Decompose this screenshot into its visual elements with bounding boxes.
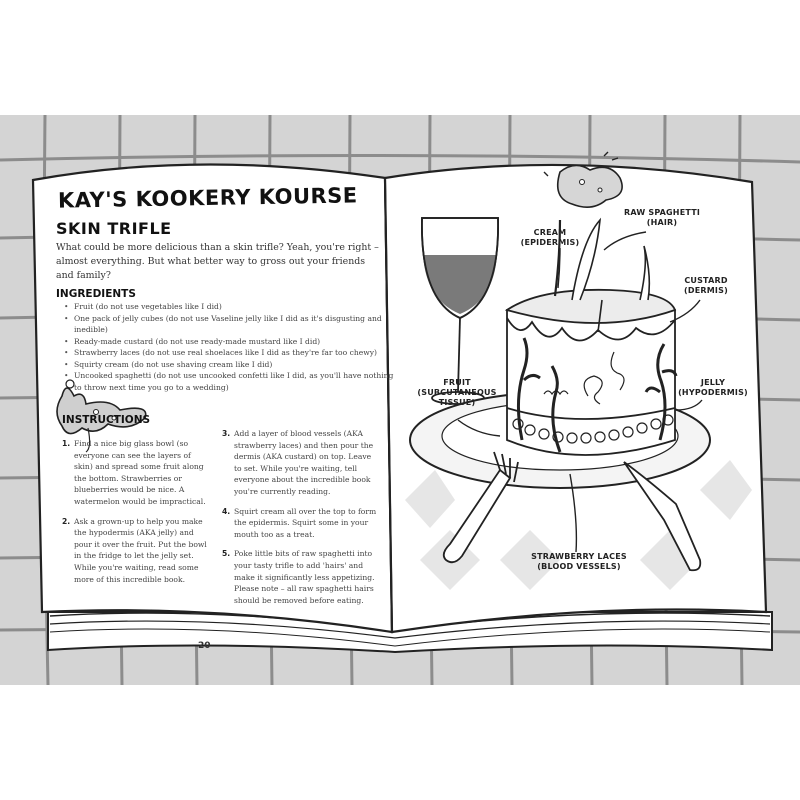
ingredient-item: • Fruit (do not use vegetables like I did) (66, 301, 396, 313)
step-number: 1. (62, 439, 71, 448)
callout-custard: CUSTARD (DERMIS) (684, 276, 728, 295)
recipe-title: SKIN TRIFLE (56, 219, 172, 238)
callout-strawberry-laces: STRAWBERRY LACES (BLOOD VESSELS) (531, 552, 627, 571)
instructions-heading: INSTRUCTIONS (62, 414, 151, 426)
recipe-intro: What could be more delicious than a skin trifle? Yeah, you're right – almost everything. But what better way to gross out your friends and family? (56, 242, 379, 281)
callout-cream: CREAM (EPIDERMIS) (520, 228, 580, 247)
instructions-column-right (222, 428, 380, 614)
instruction-step (222, 548, 380, 606)
step-text: Find a nice big glass bowl (so everyone can see the layers of skin) and spread some fruit along the bottom. Strawberries or blueberries would be nice. A watermelon would be impractical. (74, 439, 206, 506)
book-title: KAY'S KOOKERY KOURSE (57, 183, 358, 213)
callout-fruit: FRUIT (SUBCUTANEOUS TISSUE) (417, 378, 497, 407)
step-number: 3. (222, 429, 231, 438)
callout-raw-spaghetti: RAW SPAGHETTI (HAIR) (623, 208, 701, 227)
ingredient-item: • Squirty cream (do not use shaving cream like I did) (66, 359, 396, 371)
ingredient-item: • Uncooked spaghetti (do not use uncooked confetti like I did, as you'll have nothing to throw next time you go to a wedding) (66, 370, 396, 393)
instruction-step (62, 438, 212, 508)
page-number: 20 (198, 641, 211, 651)
step-number: 2. (62, 516, 71, 526)
instruction-step (222, 428, 380, 498)
ingredient-item: • Strawberry laces (do not use real shoelaces like I did as they're far too chewy) (66, 347, 396, 359)
step-text: Add a layer of blood vessels (AKA strawberry laces) and then pour the dermis (AKA custard) on top. Leave to set. While you're waiting, tell everyone about the incredible book you're currently reading. (234, 429, 374, 496)
callout-jelly: JELLY (HYPODERMIS) (678, 378, 748, 397)
instruction-step (62, 516, 212, 586)
ingredients-list (56, 301, 396, 393)
ingredients-heading: INGREDIENTS (56, 288, 136, 300)
instruction-step (222, 506, 380, 541)
ingredient-item: • One pack of jelly cubes (do not use Vaseline jelly like I did as it's disgusting and inedible) (66, 313, 396, 336)
step-text: Poke little bits of raw spaghetti into your tasty trifle to add 'hairs' and make it significantly less appetizing. Please note – all raw spaghetti hairs should be removed before eating. (234, 549, 375, 605)
ingredient-item: • Ready-made custard (do not use ready-made mustard like I did) (66, 336, 396, 348)
step-number: 4. (222, 506, 231, 516)
step-number: 5. (222, 549, 231, 559)
step-text: Squirt cream all over the top to form the epidermis. Squirt some in your mouth too as a treat. (234, 506, 377, 539)
instructions-column-left (62, 438, 212, 593)
step-text: Ask a grown-up to help you make the hypodermis (AKA jelly) and pour it over the fruit. Put the bowl in the fridge to let the jelly set. While you're waiting, read some more of this incredible book. (74, 516, 207, 584)
